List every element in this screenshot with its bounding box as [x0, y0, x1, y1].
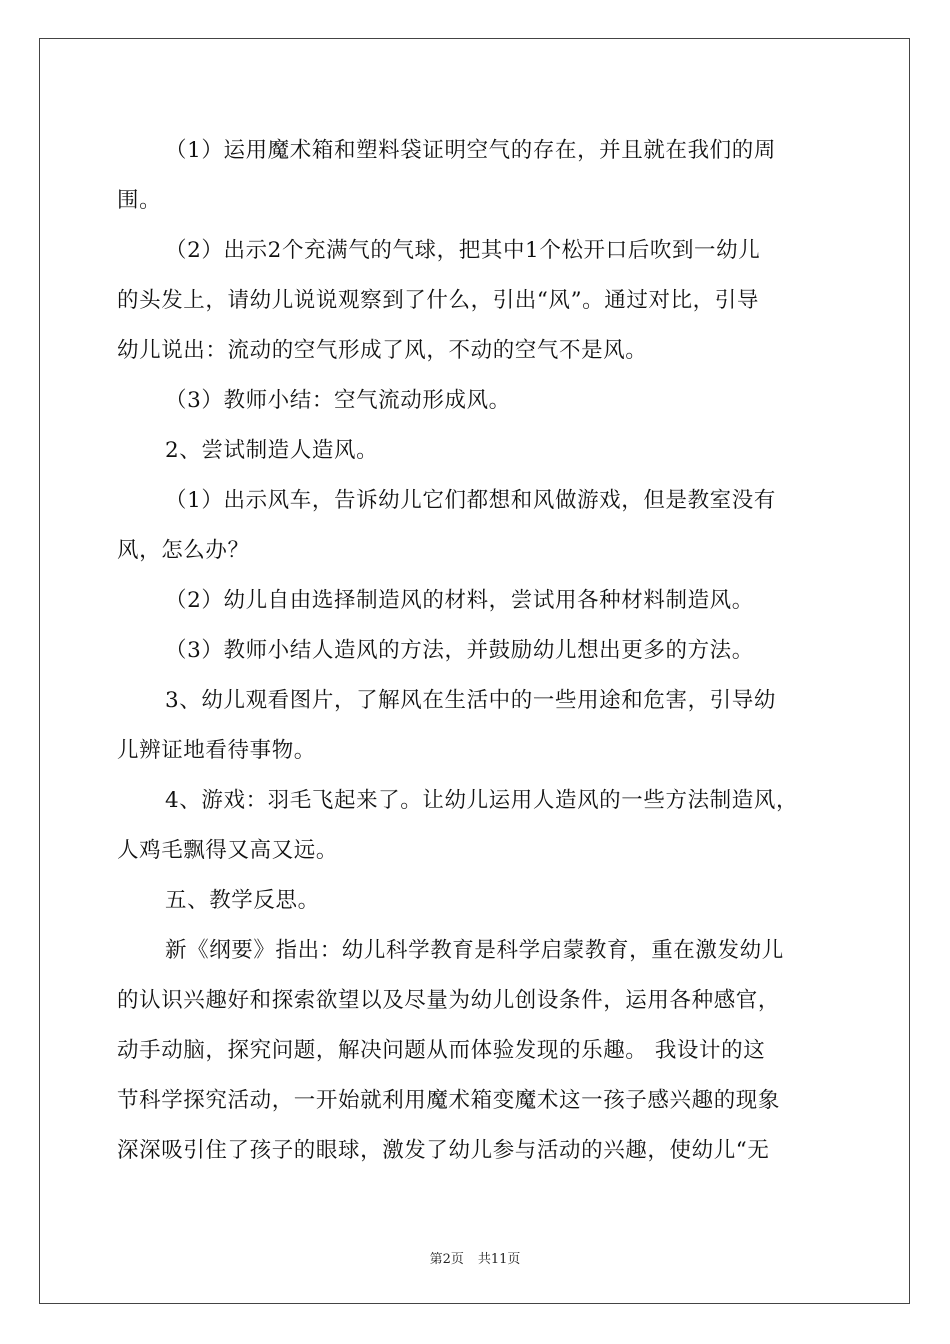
text-line: （1）运用魔术箱和塑料袋证明空气的存在，并且就在我们的周	[165, 138, 776, 163]
text-line: （3）教师小结人造风的方法，并鼓励幼儿想出更多的方法。	[165, 638, 754, 663]
section-heading: 五、教学反思。	[165, 888, 320, 913]
text-line: 的认识兴趣好和探索欲望以及尽量为幼儿创设条件，运用各种感官，	[117, 988, 781, 1013]
text-line: 4、游戏：羽毛飞起来了。让幼儿运用人造风的一些方法制造风，	[165, 788, 799, 813]
text-line: 围。	[117, 188, 162, 213]
text-line: 儿辨证地看待事物。	[117, 738, 316, 763]
text-line: 的头发上，请幼儿说说观察到了什么，引出“风”。通过对比，引导	[117, 288, 759, 313]
text-line: 动手动脑，探究问题，解决问题从而体验发现的乐趣。 我设计的这	[117, 1038, 766, 1063]
text-line: 深深吸引住了孩子的眼球，激发了幼儿参与活动的兴趣，使幼儿“无	[117, 1138, 770, 1163]
text-line: 节科学探究活动，一开始就利用魔术箱变魔术这一孩子感兴趣的现象	[117, 1088, 781, 1113]
text-line: （1）出示风车，告诉幼儿它们都想和风做游戏，但是教室没有	[165, 488, 776, 513]
text-line: （2）出示2个充满气的气球，把其中1个松开口后吹到一幼儿	[165, 238, 761, 263]
text-line: （2）幼儿自由选择制造风的材料，尝试用各种材料制造风。	[165, 588, 754, 613]
text-line: 幼儿说出：流动的空气形成了风，不动的空气不是风。	[117, 338, 648, 363]
page-number: 第2页	[429, 1252, 464, 1267]
page-footer	[0, 1248, 950, 1267]
text-line: （3）教师小结：空气流动形成风。	[165, 388, 511, 413]
text-line: 人鸡毛飘得又高又远。	[117, 838, 339, 863]
text-line: 风，怎么办？	[117, 538, 250, 563]
page-total: 共11页	[477, 1252, 521, 1267]
text-line: 新《纲要》指出：幼儿科学教育是科学启蒙教育，重在激发幼儿	[165, 938, 784, 963]
text-line: 3、幼儿观看图片，了解风在生活中的一些用途和危害，引导幼	[165, 688, 776, 713]
text-line: 2、尝试制造人造风。	[165, 438, 379, 463]
